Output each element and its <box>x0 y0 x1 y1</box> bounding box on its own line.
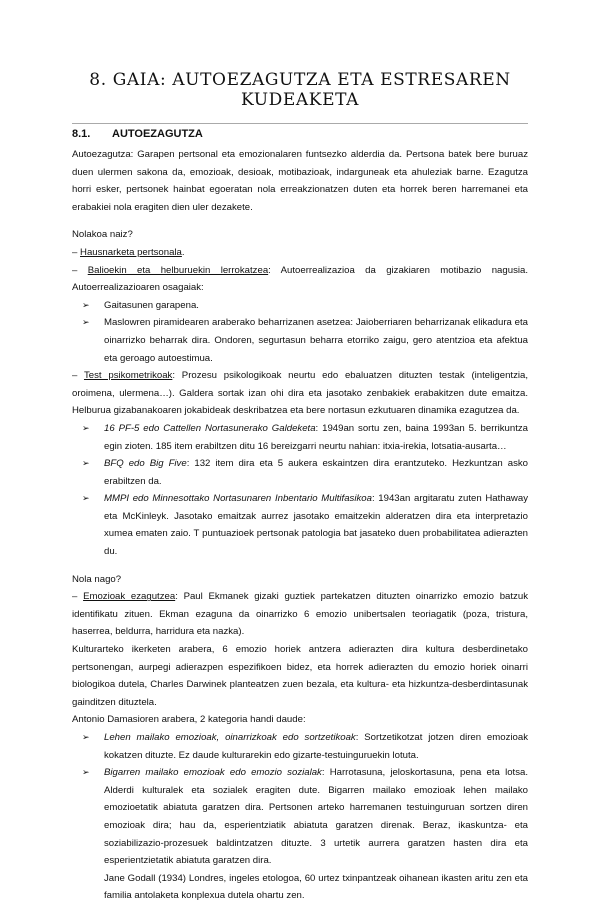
text: . <box>181 246 185 258</box>
section-heading <box>72 128 203 140</box>
arrow-bullet-icon: ➢ <box>82 493 90 504</box>
text: Gaitasunen garapena. <box>104 299 199 311</box>
section-number: 8.1. <box>72 128 91 140</box>
dash-item <box>72 588 528 641</box>
dash-item <box>72 262 528 297</box>
text: : Paul Ekmanek gizaki guztiek partekatzen dituzten oinarrizko emozio batzuk identifikatu zituen. Ekman ezaguna da oinarrizko 6 emozio unibertsalen teoriagatik (poza, tristura, haserrea, beldurra, harridura eta nazka). <box>72 591 528 638</box>
dash-item <box>72 244 528 262</box>
text: : Sortzetikotzat jotzen diren emozioak kokatzen dituzte. Ez daude kulturarekin edo gizarte-testuinguruekin lotuta. <box>104 732 528 761</box>
bullet-item <box>82 420 528 455</box>
section-label: AUTOEZAGUTZA <box>112 128 203 140</box>
text: : Prozesu psikologikoak neurtu edo ebaluatzen dituzten testak (inteligentzia, oroimena, ulermena…). Galdera sortak izan ohi dira eta jasotako zenbakiek erabakitzen dute emaitza. Helburua gizabanakoaren jokabideak deskribatzea eta bere nortasun ezkutuaren dinamika ezagutzea da. <box>72 370 529 417</box>
title-divider <box>72 123 528 124</box>
text: : 132 item dira eta 5 aukera eskaintzen dira erantzuteko. Hezkuntzan asko erabiltzen da. <box>104 458 528 487</box>
chapter-title <box>60 70 540 110</box>
intro-paragraph: Autoezagutza: Garapen pertsonal eta emozionalaren funtsezko alderdia da. Pertsona batek bere buruaz duen ulermen sakona da, emozioak, desioak, motibazioak, indarguneak eta ahuleziak barne. Ezagutza horri esker, pertsonek hainbat egoeratan nola erreakzionatzen duten eta horrek beren harremanei eta erabakiei nola eragiten dien uler dezakete. <box>72 149 528 213</box>
text: : Harrotasuna, jeloskortasuna, pena eta lotsa. Alderdi kulturalek eta sozialek eragiten dute. Bigarren mailako emozioak lehen mailako emozioetatik abiatuta garatzen dira. Pertsonen arteko harremanen testuinguruan sortzen diren emozioak dira; hau da, esperientziatik abiatuta garatzen direnak. Beraz, ikaskuntza- eta soziabilizazio-prozesuek baldintzatzen dituzte. 3 urtetik aurrera garatzen hasten dira eta esperientzietatik abiatuta garatzen dira. <box>104 767 528 867</box>
dash: – <box>72 591 84 603</box>
term: Lehen mailako emozioak, oinarrizkoak edo sortzetikoak <box>104 732 356 743</box>
term: Hausnarketa pertsonala <box>80 246 182 258</box>
term: Emozioak ezagutzea <box>83 591 176 603</box>
indented-paragraph: Jane Godall (1934) Londres, ingeles etologoa, 60 urtez txinpantzeak oihanean ikasten aritu zen eta familia antolaketa konplexua dutela ohartu zen. <box>104 872 528 902</box>
term: 16 PF-5 edo Cattellen Nortasunerako Galdeketa <box>104 422 316 434</box>
dash: – <box>72 370 84 382</box>
bullet-item <box>82 764 528 870</box>
term: Test psikometrikoak <box>83 370 173 382</box>
dash-item <box>72 367 528 420</box>
document-body <box>72 146 528 905</box>
arrow-bullet-icon: ➢ <box>82 422 90 433</box>
title-line-1: 8. GAIA: AUTOEZAGUTZA ETA ESTRESAREN <box>89 70 511 90</box>
text: : 1943an argitaratu zuten Hathaway eta McKinleyk. Jasotako emaitzak aurrez jasotako emaitzekin alderatzen dira eta interpretazio xumea ematen zaio. T puntuazioek pertsonak patologia bat jasateko duen probabilitatea adierazten du. <box>104 493 528 558</box>
arrow-bullet-icon: ➢ <box>82 732 90 742</box>
term: MMPI edo Minnesottako Nortasunaren Inbentario Multifasikoa <box>104 493 372 505</box>
text: : 1949an sortu zen, baina 1993an 5. berrikuntza egin zioten. 185 item erabiltzen ditu 16 bereizgarri neurtu nahian: itxia-irekia, lotsatia-ausarta… <box>104 422 528 452</box>
question-heading: Nolakoa naiz? <box>72 229 133 241</box>
arrow-bullet-icon: ➢ <box>82 299 90 310</box>
arrow-bullet-icon: ➢ <box>82 317 90 328</box>
arrow-bullet-icon: ➢ <box>82 767 90 778</box>
dash: – <box>72 264 88 276</box>
term: Bigarren mailako emozioak edo emozio sozialak <box>104 767 322 779</box>
text: Maslowren piramidearen araberako beharrizanen asetzea: Jaioberriaren beharrizanak elikadura eta oinarrizko beharrak dira. Ondoren, segurtasun beharra etorriko zaigu, gero atentzioa eta afektua eta geroago autoestimua. <box>104 317 528 364</box>
paragraph: Antonio Damasioren arabera, 2 kategoria handi daude: <box>72 714 306 726</box>
bullet-item <box>82 729 528 764</box>
bullet-item <box>82 314 528 367</box>
term: BFQ edo Big Five <box>104 458 187 470</box>
question-heading: Nola nago? <box>72 573 122 585</box>
arrow-bullet-icon: ➢ <box>82 458 90 469</box>
dash: – <box>72 246 81 258</box>
bullet-item <box>82 455 528 490</box>
term: Balioekin eta helburuekin lerrokatzea <box>87 264 269 276</box>
text: : Autoerrealizazioa da gizakiaren motibazio nagusia. Autoerrealizazioaren osagaiak: <box>72 264 528 294</box>
paragraph: Kulturarteko ikerketen arabera, 6 emozio horiek antzera adierazten dira kultura desberdinetako pertsonengan, aurpegi adierazpen espezifikoen bidez, eta horrek adierazten du emozio horiek oinarri biologikoa dutela, Charles Darwinek planteatzen zuen bezala, eta kultura- eta hizkuntza-desberdintasunak gainditzen dituztela. <box>72 644 528 708</box>
bullet-item <box>82 490 528 560</box>
bullet-item <box>82 297 528 315</box>
title-line-2: KUDEAKETA <box>241 90 359 110</box>
